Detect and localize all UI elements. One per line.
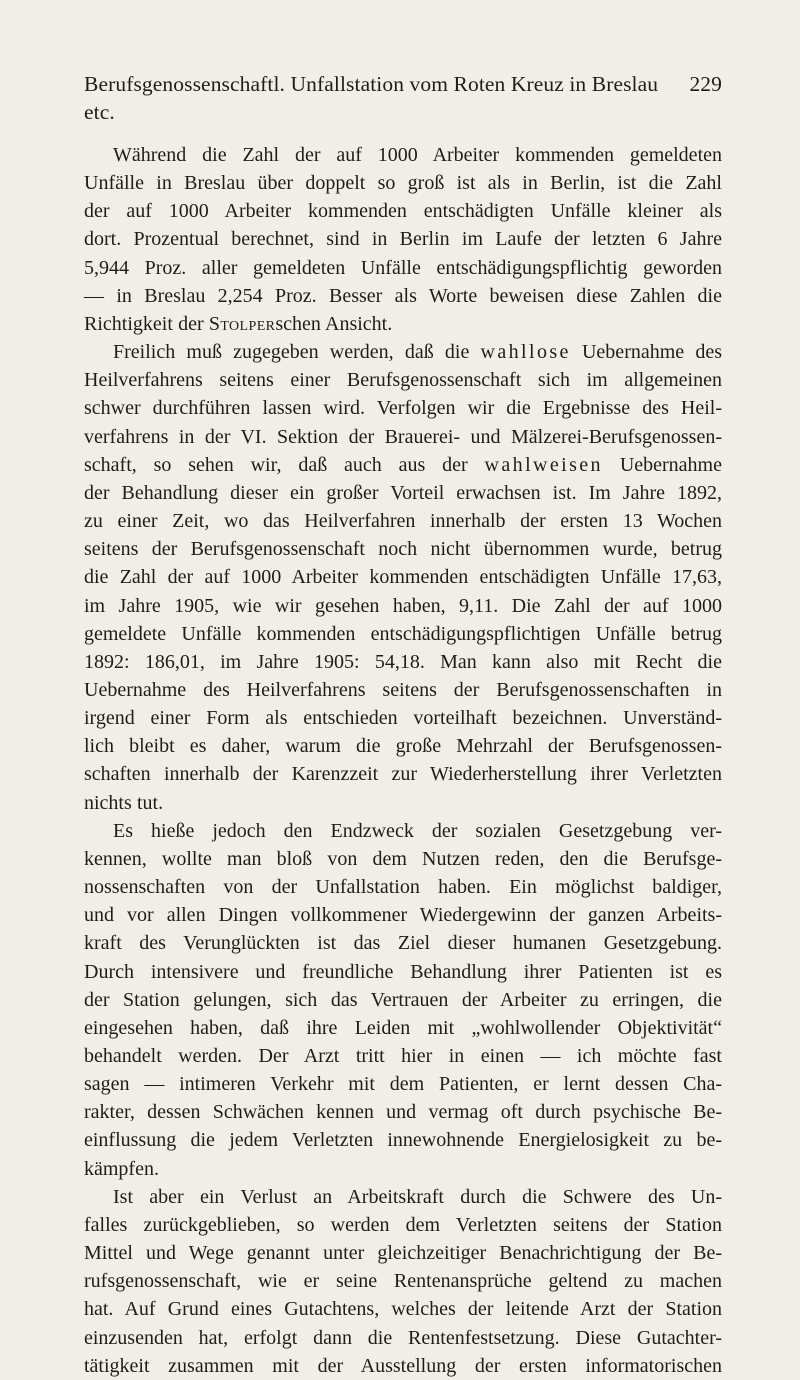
text-line: im Jahre 1905, wie wir gesehen haben, 9,11. Die Zahl der auf 1000	[84, 594, 722, 617]
text-line: Während die Zahl der auf 1000 Arbeiter kommenden gemeldeten	[113, 144, 722, 166]
text-line: seitens der Berufsgenossenschaft noch nicht übernommen wurde, betrug	[84, 538, 722, 561]
text-line: 1892: 186,01, im Jahre 1905: 54,18. Man kann also mit Recht die	[84, 650, 722, 673]
text-line: eingesehen haben, daß ihre Leiden mit „wohlwollender Objektivität“	[84, 1016, 722, 1039]
text-line: Es hieße jedoch den Endzweck der sozialen Gesetzgebung ver-	[113, 819, 722, 842]
paragraph-4	[84, 1183, 722, 1380]
text-line: Durch intensivere und freundliche Behandlung ihrer Patienten ist es	[84, 960, 722, 983]
text-line: der Behandlung dieser ein großer Vorteil erwachsen ist. Im Jahre 1892,	[84, 481, 722, 504]
text-line	[84, 338, 722, 366]
text-line: der Station gelungen, sich das Vertrauen der Arbeiter zu erringen, die	[84, 988, 722, 1011]
text-line: zu einer Zeit, wo das Heilverfahren innerhalb der ersten 13 Wochen	[84, 510, 722, 533]
text-line: dort. Prozentual berechnet, sind in Berlin im Laufe der letzten 6 Jahre	[84, 228, 722, 251]
text-line: behandelt werden. Der Arzt tritt hier in einen — ich möchte fast	[84, 1045, 722, 1067]
text-line: kämpfen.	[84, 1157, 159, 1180]
text-line: irgend einer Form als entschieden vorteilhaft bezeichnen. Unverständ-	[84, 707, 722, 730]
text-line: Mittel und Wege genannt unter gleichzeitiger Benachrichtigung der Be-	[84, 1242, 722, 1265]
text-segment: schen Ansicht.	[275, 312, 393, 335]
text-line: hat. Auf Grund eines Gutachtens, welches der leitende Arzt der Station	[84, 1298, 722, 1321]
text-line: rufsgenossenschaft, wie er seine Rentenansprüche geltend zu machen	[84, 1270, 722, 1293]
text-segment: Freilich muß zugegeben werden, daß die	[113, 341, 481, 364]
text-segment: Richtigkeit der	[84, 312, 209, 335]
paragraph-2	[84, 338, 722, 817]
running-header	[84, 70, 722, 126]
paragraph-1	[84, 141, 722, 338]
text-line	[84, 451, 722, 479]
text-line: Heilverfahrens seitens einer Berufsgenossenschaft sich im allgemeinen	[84, 369, 722, 392]
text-line: sagen — intimeren Verkehr mit dem Patienten, er lernt dessen Cha-	[84, 1073, 722, 1096]
text-line: rakter, dessen Schwächen kennen und vermag oft durch psychische Be-	[84, 1101, 722, 1124]
paragraph-3	[84, 817, 722, 1183]
text-line: und vor allen Dingen vollkommener Wiedergewinn der ganzen Arbeits-	[84, 904, 722, 927]
text-segment: schaft, so sehen wir, daß auch aus der	[84, 453, 485, 476]
text-line: einzusenden hat, erfolgt dann die Rentenfestsetzung. Diese Gutachter-	[84, 1326, 722, 1349]
emphasis-wahlweisen: wahlweisen	[484, 453, 603, 476]
text-line: 5,944 Proz. aller gemeldeten Unfälle entschädigungspflichtig geworden	[84, 256, 722, 279]
text-segment: Uebernahme des	[570, 341, 722, 364]
text-line: der auf 1000 Arbeiter kommenden entschädigten Unfälle kleiner als	[84, 200, 722, 223]
text-segment: Uebernahme	[602, 453, 722, 476]
text-line: die Zahl der auf 1000 Arbeiter kommenden entschädigten Unfälle 17,63,	[84, 566, 722, 589]
text-line: einflussung die jedem Verletzten innewohnende Energielosigkeit zu be-	[84, 1129, 722, 1152]
text-line: lich bleibt es daher, warum die große Mehrzahl der Berufsgenossen-	[84, 735, 722, 758]
text-line	[84, 310, 722, 338]
text-line: verfahrens in der VI. Sektion der Brauerei- und Mälzerei-Berufsgenossen-	[84, 425, 722, 448]
text-line: — in Breslau 2,254 Proz. Besser als Worte beweisen diese Zahlen die	[84, 284, 722, 307]
text-line: schaften innerhalb der Karenzzeit zur Wiederherstellung ihrer Verletzten	[84, 763, 722, 786]
text-line: kraft des Verunglückten ist das Ziel dieser humanen Gesetzgebung.	[84, 932, 722, 955]
text-line: falles zurückgeblieben, so werden dem Verletzten seitens der Station	[84, 1213, 722, 1236]
text-line: kennen, wollte man bloß von dem Nutzen reden, den die Berufsge-	[84, 847, 722, 870]
body-text	[84, 141, 722, 1380]
text-line: Uebernahme des Heilverfahrens seitens der Berufsgenossenschaften in	[84, 678, 722, 701]
text-line: Unfälle in Breslau über doppelt so groß ist als in Berlin, ist die Zahl	[84, 172, 722, 195]
text-line: nossenschaften von der Unfallstation haben. Ein möglichst baldiger,	[84, 876, 722, 899]
author-name: Stolper	[208, 312, 276, 335]
text-line: tätigkeit zusammen mit der Ausstellung der ersten informatorischen	[84, 1354, 722, 1377]
running-title: Berufsgenossenschaftl. Unfallstation vom Roten Kreuz in Breslau etc.	[84, 72, 659, 124]
emphasis-wahllose: wahllose	[480, 341, 571, 364]
text-line: schwer durchführen lassen wird. Verfolgen wir die Ergebnisse des Heil-	[84, 397, 722, 420]
text-line: nichts tut.	[84, 791, 164, 814]
text-line: gemeldete Unfälle kommenden entschädigungspflichtigen Unfälle betrug	[84, 622, 722, 645]
text-line: Ist aber ein Verlust an Arbeitskraft durch die Schwere des Un-	[113, 1185, 722, 1208]
page-number: 229	[689, 72, 722, 96]
